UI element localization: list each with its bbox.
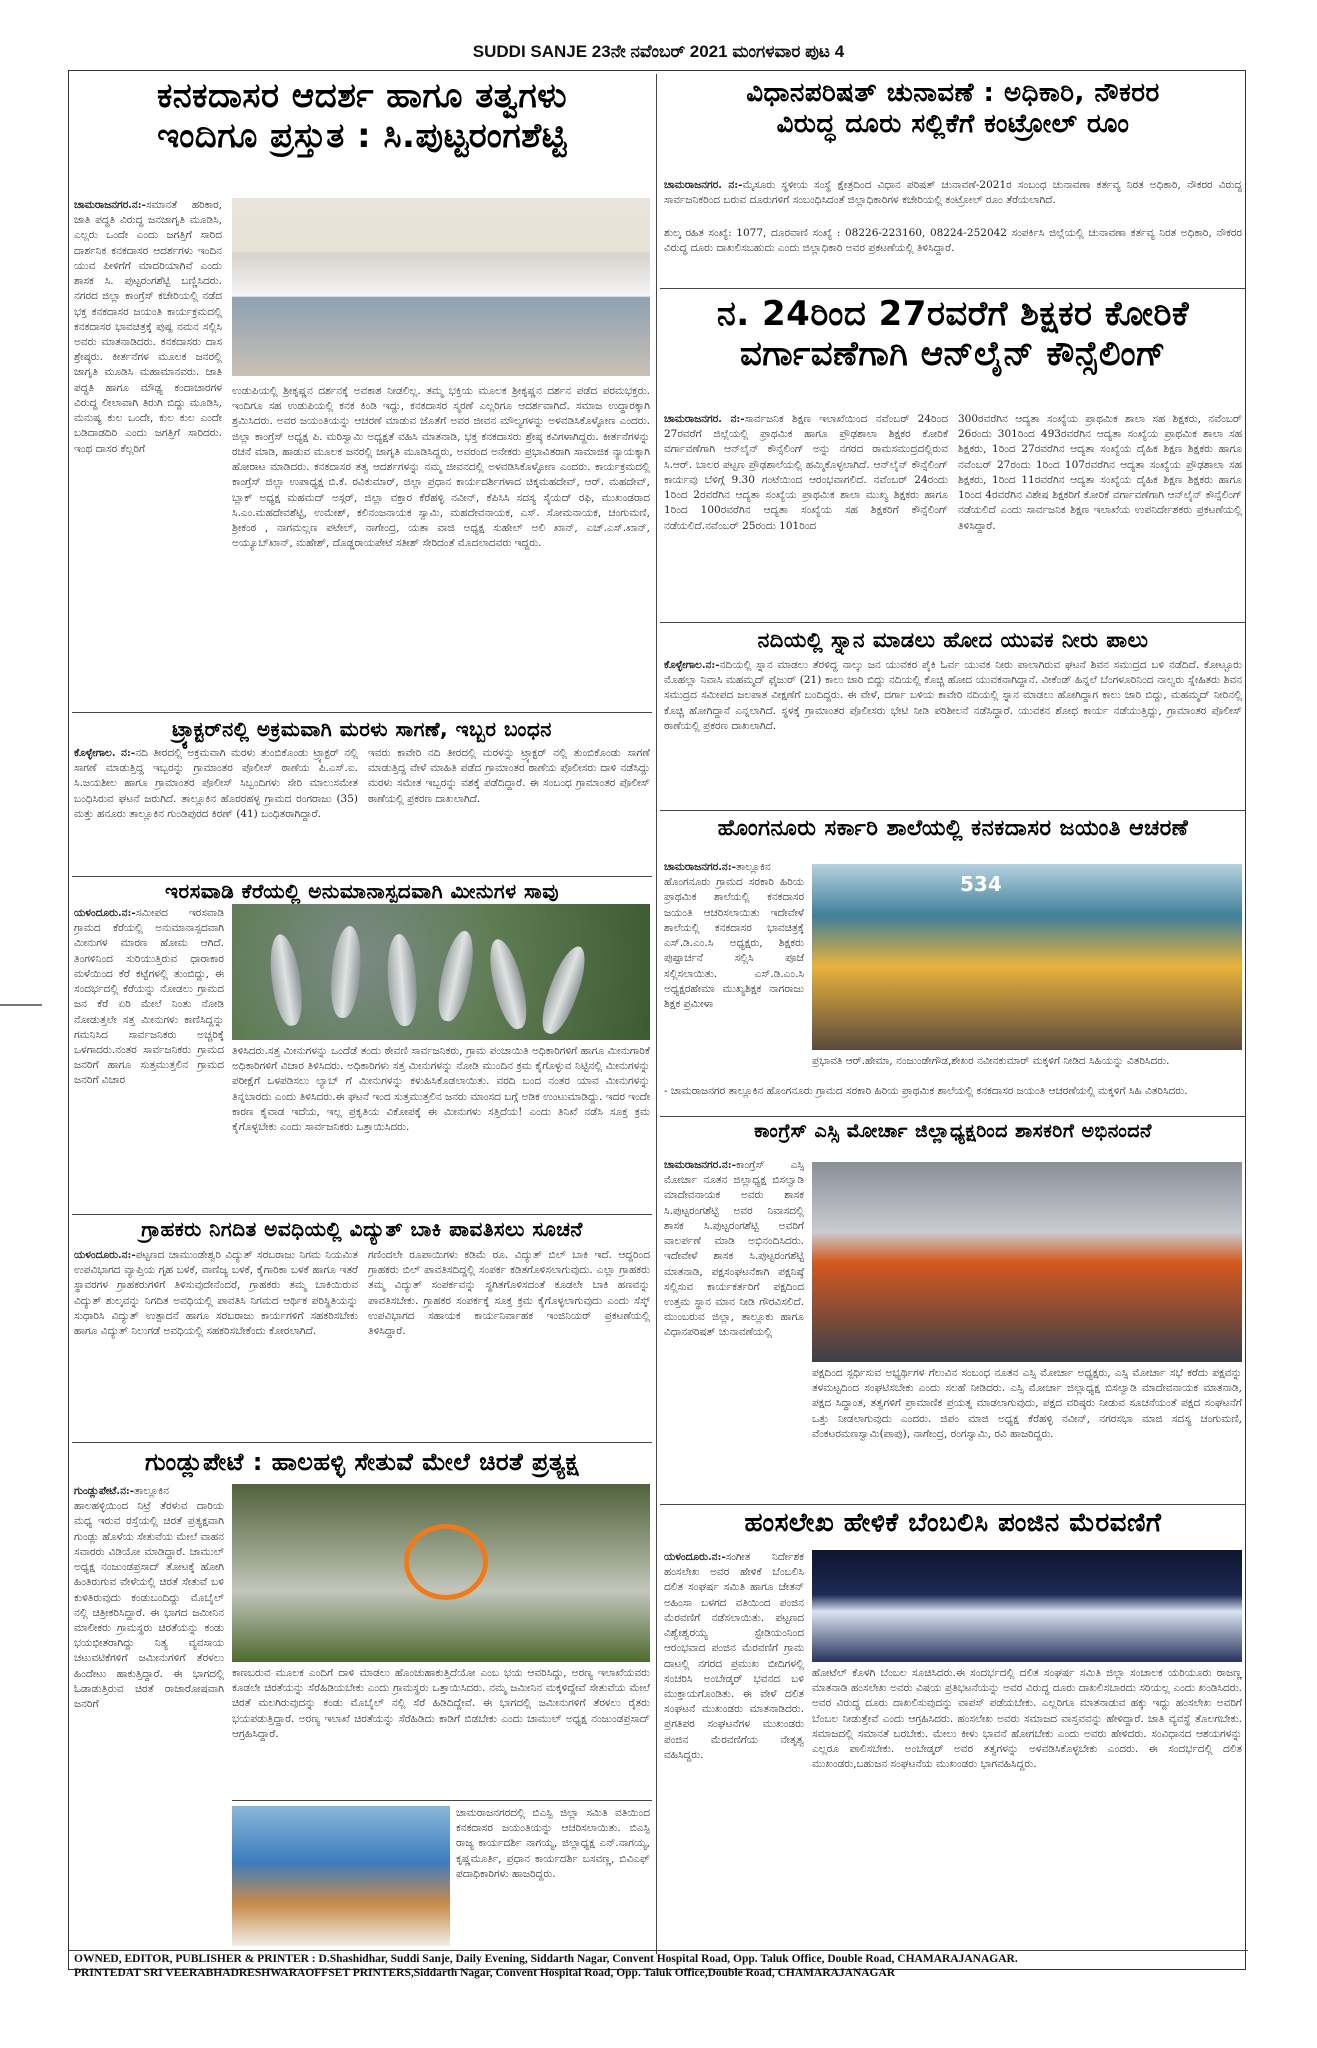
felicitation-photo <box>812 1162 1242 1362</box>
article9-headline: ಗ್ರಾಹಕರು ನಿಗದಿತ ಅವಧಿಯಲ್ಲಿ ವಿದ್ಯುತ್ ಬಾಕಿ ಪಾವತಿಸಲು ಸೂಚನೆ <box>141 1217 583 1241</box>
article12-body: ಚಾಮರಾಜನಗರದಲ್ಲಿ ಬಿಎಸ್ಪಿ ಜಿಲ್ಲಾ ಸಮಿತಿ ವತಿಯಿಂದ ಕನಕದಾಸರ ಜಯಂತಿಯನ್ನು ಆಚರಿಸಲಾಯಿತು. ಬಿಎಸ್ಪಿ ರಾಜ್ಯ ಕಾರ್ಯದರ್ಶಿ ನಾಗಯ್ಯ, ಜಿಲ್ಲಾಧ್ಯಕ್ಷ ಎನ್.ನಾಗಯ್ಯ, ಕೃಷ್ಣಮೂರ್ತಿ, ಪ್ರಧಾನ ಕಾರ್ಯದರ್ಶಿ ಬಸವಣ್ಣ, ಬಿವಿಎಫ್ ಪದಾಧಿಕಾರಿಗಳು ಹಾಜರಿದ್ದರು. <box>456 1807 650 1880</box>
article3-body-col1: ಚಾಮರಾಜನಗರ. ನ:-ಸಾರ್ವಜನಿಕ ಶಿಕ್ಷಣ ಇಲಾಖೆಯಿಂದ ನವೆಂಬರ್ 24ರಿಂದ 27ರವರೆಗೆ ಜಿಲ್ಲೆಯಲ್ಲಿ ಪ್ರಾಥಮಿಕ ಹಾಗೂ ಪ್ರೌಢಶಾಲಾ ಶಿಕ್ಷಕರ ಕೋರಿಕೆ ವರ್ಗಾವಣೆಗಾಗಿ ಆನ್‌ಲೈನ್ ಕೌನ್ಸೆಲಿಂಗ್ ಅನ್ನು ನಗರದ ರಾಮಸಮುದ್ರದಲ್ಲಿರುವ ಸಿ.ಆರ್. ಬಾಲರ ಪಟ್ಟಣ ಪ್ರೌಢಶಾಲೆಯಲ್ಲಿ ಹಮ್ಮಿಕೊಳ್ಳಲಾಗಿದೆ. ಆನ್‌ಲೈನ್ ಕೌನ್ಸೆಲಿಂಗ್ ಕಾರ್ಯವು ಬೆಳಿಗ್ಗೆ 9.30 ಗಂಟೆಯಿಂದ ಆರಂಭವಾಗಲಿದೆ. ನವೆಂಬರ್ 24ರಂದು 1ರಿಂದ 2ರವರೆಗಿನ ಆದ್ಯತಾ ಸಂಖ್ಯೆಯ ಪ್ರಾಥಮಿಕ ಶಾಲಾ ಮುಖ್ಯ ಶಿಕ್ಷಕರು ಹಾಗೂ 1ರಿಂದ 100ರವರೆಗಿನ ಆದ್ಯತಾ ಸಂಖ್ಯೆಯ ಸಹ ಶಿಕ್ಷಕರಿಗೆ ಕೌನ್ಸೆಲಿಂಗ್ ನಡೆಯಲಿದೆ.ನವೆಂಬರ್ 25ರಂದು 101ರಿಂದ <box>664 413 948 532</box>
article2-body: ಚಾಮರಾಜನಗರ. ನ:-ಮೈಸೂರು ಸ್ಥಳೀಯ ಸಂಸ್ಥೆ ಕ್ಷೇತ್ರದಿಂದ ವಿಧಾನ ಪರಿಷತ್ ಚುನಾವಣೆ-2021ರ ಸಂಬಂಧ ಚುನಾವಣಾ ಕರ್ತವ್ಯ ನಿರತ ಅಧಿಕಾರಿ, ನೌಕರರ ವಿರುದ್ಧ ಸಾರ್ವಜನಿಕರಿಂದ ಬರುವ ದೂರುಗಳಿಗೆ ಸಂಬಂಧಿಸಿದಂತೆ ಜಿಲ್ಲಾಧಿಕಾರಿಗಳ ಕಚೇರಿಯಲ್ಲಿ ಕಂಟ್ರೋಲ್ ರೂಂ ತೆರೆಯಲಾಗಿದೆ. <box>664 179 1242 207</box>
article2-headline: ವಿಧಾನಪರಿಷತ್ ಚುನಾವಣೆ : ಅಧಿಕಾರಿ, ನೌಕರರ ವಿರುದ್ಧ ದೂರು ಸಲ್ಲಿಕೆಗೆ ಕಂಟ್ರೋಲ್ ರೂಂ <box>746 78 1160 139</box>
article6-body-col1: ಯಳಂದೂರು.ನ:-ಸಮೀಪದ ಇರಸವಾಡಿ ಗ್ರಾಮದ ಕೆರೆಯಲ್ಲಿ ಅನುಮಾನಾಸ್ಪದವಾಗಿ ಮೀನುಗಳ ಮಾರಣ ಹೋಮ ಆಗಿದೆ. ತಿಂಗಳಿನಿಂದ ಸುರಿಯುತ್ತಿರುವ ಧಾರಾಕಾರ ಮಳೆಯಿಂದ ಕೆರೆ ಕಟ್ಟೆಗಳಲ್ಲಿ ತುಂಬಿದ್ದು, ಈ ಸಂದರ್ಭದಲ್ಲಿ ಕೆರೆಯನ್ನು ನೋಡಲು ಗ್ರಾಮದ ಜನ ಕೆರೆ ಏರಿ ಮೇಲೆ ನಿಂತು ನೋಡಿ ನೋಡುತ್ತಲೇ ಸತ್ತ ಮೀನುಗಳು ಕಾಣಿಸಿದ್ದನ್ನು ಗಮನಿಸಿದ ಸಾರ್ವಜನಿಕರು ಅಚ್ಚರಿಕ್ಕೆ ಒಳಗಾದರು.ನಂತರ ಸಾರ್ವಜನಿಕರು ಗ್ರಾಮದ ಜನರಿಗೆ ಹಾಗೂ ಸುತ್ತಮುತ್ತಲಿನ ಗ್ರಾಮದ ಜನರಿಗೆ ವಿಚಾರ <box>74 907 224 1087</box>
article1-body-col1: ಚಾಮರಾಜನಗರ.ನ:-ಸಮಾನತೆ ಹರಿಕಾರ, ಜಾತಿ ಪದ್ಧತಿ ವಿರುದ್ಧ ಜನಜಾಗೃತಿ ಮೂಡಿಸಿ, ಎಲ್ಲರು ಒಂದೇ ಎಂದು ಜಗತ್ತಿಗೆ ಸಾರಿದ ದಾರ್ಶನಿಕ ಕನಕದಾಸರ ಆದರ್ಶಗಳು ಇಂದಿನ ಯುವ ಪೀಳಿಗೆಗೆ ಮಾದರಿಯಾಗಿವೆ ಎಂದು ಶಾಸಕ ಸಿ. ಪುಟ್ಟರಂಗಶೆಟ್ಟಿ ಬಣ್ಣಿಸಿದರು. ನಗರದ ಜಿಲ್ಲಾ ಕಾಂಗ್ರೆಸ್ ಕಚೇರಿಯಲ್ಲಿ ನಡೆದ ಭಕ್ತ ಕನಕದಾಸರ ಜಯಂತಿ ಕಾರ್ಯಕ್ರಮದಲ್ಲಿ ಕನಕದಾಸರ ಭಾವಚಿತ್ರಕ್ಕೆ ಪುಷ್ಪ ನಮನ ಸಲ್ಲಿಸಿ ಅವರು ಮಾತನಾಡಿದರು. ಕನಕದಾಸರು ದಾಸ ಶ್ರೇಷ್ಠರು. ಕೀರ್ತನೆಗಳ ಮೂಲಕ ಜನರಲ್ಲಿ ಜಾಗೃತಿ ಮೂಡಿಸಿ ಮಹಾಮಾನವರು. ಜಾತಿ ಪದ್ಧತಿ ಹಾಗೂ ಮೌಢ್ಯ ಕಂದಾಚಾರಗಳ ವಿರುದ್ಧ ಲೀಲಾವಾಗಿ ತಿರುಗಿ ಬಿದ್ದು ಮೂಡಿಸಿ, ಮನುಷ್ಯ ಕುಲ ಒಂದೇ, ಕುಲ ಕುಲ ಎಂದೇ ಬಡಿದಾಡದಿರಿ ಎಂದು ಜಗತ್ತಿಗೆ ಸಾರಿದರು. ಇಂಥ ದಾಸರ ಕೆಲ್ಲರಿಗೆ <box>74 199 222 455</box>
divider <box>72 876 652 877</box>
margin-rule <box>0 1004 42 1006</box>
article9-body-col1: ಯಳಂದೂರು.ನ:-ಪಟ್ಟಣದ ಚಾಮುಂಡೇಶ್ವರಿ ವಿದ್ಯುತ್ ಸರಬರಾಜು ನಿಗಮ ನಿಯಮಿತ ಉಪವಿಭಾಗದ ವ್ಯಾಪ್ತಿಯ ಗೃಹ ಬಳಕೆ, ವಾಣಿಜ್ಯ ಬಳಕೆ, ಕೈಗಾರಿಕಾ ಬಳಕೆ ಹಾಗೂ ಇತರೆ ಸ್ಥಾವರಗಳ ಗ್ರಾಹಕರುಗಳಿಗೆ ತಿಳಿಸುವುದೇನೆಂದರೆ, ಗ್ರಾಹಕರು ತಮ್ಮ ಬಾಕಿಯಿರುವ ವಿದ್ಯುತ್ ಶುಲ್ಕವನ್ನು ನಿಗದಿತ ಅವಧಿಯಲ್ಲಿ ಪಾವತಿಸಿ ನಿಗಮದ ಆರ್ಥಿಕ ಪರಿಸ್ಥಿತಿಯನ್ನು ಸುಧಾರಿಸಿ ವಿದ್ಯುತ್ ಉತ್ಪಾದನೆ ಹಾಗೂ ಸರಬರಾಜು ಕಾರ್ಯಗಳಿಗೆ ಸಹಕರಿಸಬೇಕು ಹಾಗೂ ವಿದ್ಯುತ್ ನಿಲುಗಡೆ ಅವಧಿಯಲ್ಲಿ ಸಹಕರಿಸಬೇಕೆಂದು ಕೋರಲಾಗಿದೆ. <box>74 1249 358 1338</box>
article9-body-col2: ಗಣಿಂದಲೇ ರೂಪಾಯಿಗಳು ಕಡಿಮೆ ರೂ. ವಿದ್ಯುತ್ ಬಿಲ್ ಬಾಕಿ ಇದೆ. ಆದ್ದರಿಂದ ಗ್ರಾಹಕರು ಬಿಲ್ ಪಾವತಿಸದಿದ್ದಲ್ಲಿ ಸಂಪರ್ಕ ಕಡಿತಗೊಳಿಸಲಾಗುವುದು. ಎಲ್ಲಾ ಗ್ರಾಹಕರು ತಮ್ಮ ವಿದ್ಯುತ್ ಸಂಪರ್ಕವನ್ನು ಸ್ಥಗಿತಗೊಳಿಸದಂತೆ ಕೂಡಲೇ ಬಾಕಿ ಹಣವನ್ನು ಪಾವತಿಸಬೇಕು. ಗ್ರಾಹಕರ ಸಂಪರ್ಕಕ್ಕೆ ಸೂಕ್ತ ಕ್ರಮ ಕೈಗೊಳ್ಳಲಾಗುವುದು ಎಂದು ಸೆಸ್ಕ್ ಉಪವಿಭಾಗದ ಸಹಾಯಕ ಕಾರ್ಯನಿರ್ವಾಹಕ ಇಂಜಿನಿಯರ್ ಪ್ರಕಟಣೆಯಲ್ಲಿ ತಿಳಿಸಿದ್ದಾರೆ. <box>368 1249 650 1338</box>
divider <box>660 288 1246 289</box>
article4-headline: ಟ್ರ್ಯಾಕ್ಟರ್‌ನಲ್ಲಿ ಅಕ್ರಮವಾಗಿ ಮರಳು ಸಾಗಣೆ, ಇಬ್ಬರ ಬಂಧನ <box>172 717 552 741</box>
highlight-circle <box>404 1524 488 1600</box>
article7-caption: ಪ್ರಭಾವತಿ ಆರ್.ಹೇಮಾ, ನಂಜುಂಡೇಗೌಡ,ಶೇಖರ ನವೀನಕುಮಾರ್ ಮಕ್ಕಳಿಗೆ ನೀಡಿದ ಸಿಹಿಯನ್ನು ವಿತರಿಸಿದರು. <box>812 1055 1170 1067</box>
bsp-event-photo <box>232 1806 450 1946</box>
article11-body-col1: ಯಳಂದೂರು.ನ:-ಸಂಗೀತ ನಿರ್ದೇಶಕ ಹಂಸಲೇಖ ಅವರ ಹೇಳಿಕೆ ಬೆಂಬಲಿಸಿ ದಲಿತ ಸಂಘರ್ಷ ಸಮಿತಿ ಹಾಗೂ ಚೇತನ್ ಅಹಿಂಸಾ ಬಳಗದ ವತಿಯಿಂದ ಪಂಜಿನ ಮೆರವಣಿಗೆ ನಡೆಸಲಾಯಿತು. ಪಟ್ಟಣದ ವಿಶ್ವೇಶ್ವರಯ್ಯ ಸ್ಟೇಡಿಯಂನಿಂದ ಆರಂಭವಾದ ಪಂಜಿನ ಮೆರವಣಿಗೆ ಗ್ರಾಮ ದಾಟಲ್ಲಿ ನಗರದ ಪ್ರಮುಖ ಬೀದಿಗಳಲ್ಲಿ ಸಂಚರಿಸಿ ಅಂಬೇಡ್ಕರ್ ಭವನದ ಬಳಿ ಮುಕ್ತಾಯಗೊಂಡಿತು. ಈ ವೇಳೆ ದಲಿತ ಸಂಘಟನೆ ಮುಖಂಡರು ಮಾತನಾಡಿದರು. ಪ್ರಗತಿಪರ ಸಂಘಟನೆಗಳ ಮುಖಂಡರು ಪಂಜಿನ ಮೆರವಣಿಗೆಯ ನೇತೃತ್ವ ವಹಿಸಿದ್ದರು. <box>664 1551 804 1761</box>
article7-body-col1: ಚಾಮರಾಜನಗರ.ನ:-ತಾಲ್ಲೂಕಿನ ಹೊಂಗನೂರು ಗ್ರಾಮದ ಸರಕಾರಿ ಹಿರಿಯ ಪ್ರಾಥಮಿಕ ಶಾಲೆಯಲ್ಲಿ ಕನಕದಾಸರ ಜಯಂತಿ ಆಚರಿಸಲಾಯಿತು ಇದೇವೇಳೆ ಶಾಲೆಯಲ್ಲಿ ಕನಕದಾಸರ ಭಾವಚಿತ್ರಕ್ಕೆ ಎಸ್.ಡಿ.ಎಂ.ಸಿ ಅಧ್ಯಕ್ಷರು, ಶಿಕ್ಷಕರು ಪುಷ್ಪಾರ್ಚನೆ ಸಲ್ಲಿಸಿ ಪೂಜೆ ಸಲ್ಲಿಸಲಾಯಿತು. ಎಸ್.ಡಿ.ಎಂ.ಸಿ ಅಧ್ಯಕ್ಷರಹೇಮಾ ಮುಖ್ಯಶಿಕ್ಷಕ ನಾಗರಾಜು ಶಿಕ್ಷಕ ಪ್ರಮೀಳಾ <box>664 861 804 1010</box>
article5-body: ಕೊಳ್ಳೇಗಾಲ.ನ:-ನದಿಯಲ್ಲಿ ಸ್ನಾನ ಮಾಡಲು ತೆರಳಿದ್ದ ನಾಲ್ಕು ಜನ ಯುವಕರ ಪೈಕಿ ಓರ್ವ ಯುವಕ ನೀರು ಪಾಲಾಗಿರುವ ಘಟನೆ ಶಿವನ ಸಮುದ್ರದ ಬಳಿ ನಡೆದಿದೆ. ಕೋಟ್ಟೂರು ಮೊಹಲ್ಲಾ ನಿವಾಸಿ ಮಹಮ್ಮದ್ ಫೈಜುರ್ (21) ಕಾಲು ಜಾರಿ ಬಿದ್ದು ನದಿಯಲ್ಲಿ ಕೊಚ್ಚಿ ಹೋದ ಯುವಕನಾಗಿದ್ದಾನೆ. ವೀಕೆಂಡ್ ಹಿನ್ನಲೆ ಬೆಂಗಳೂರಿನಿಂದ ನಾಲ್ವರು ಸ್ನೇಹಿತರು ಶಿವನ ಸಮುದ್ರದ ಸಮೀಪದ ಜಲಪಾತ ವೀಕ್ಷಣೆಗೆ ಬಂದಿದ್ದರು. ಈ ವೇಳೆ, ದರ್ಗಾ ಬಳಿಯ ಕಾವೇರಿ ನದಿಯಲ್ಲಿ ಸ್ನಾನ ಮಾಡಲು ಹೋಗಿದ್ದಾಗ ಕಾಲು ಜಾರಿ ಬಿದ್ದು, ಮಹಮ್ಮದ್ ನೀರಿನಲ್ಲಿ ಕೊಚ್ಚಿ ಹೋಗಿದ್ದಾನೆ ಎನ್ನಲಾಗಿದೆ. ಸ್ಥಳಕ್ಕೆ ಗ್ರಾಮಾಂತರ ಪೊಲೀಸರು ಭೇಟಿ ನೀಡಿ ಪರಿಶೀಲನೆ ನಡೆಸಿದ್ದಾರೆ. ಯುವಕನ ಶೋಧ ಕಾರ್ಯ ನಡೆಯುತ್ತಿದ್ದು, ಗ್ರಾಮಾಂತರ ಪೊಲೀಸ್ ಠಾಣೆಯಲ್ಲಿ ಪ್ರಕರಣ ದಾಖಲಾಗಿದೆ. <box>664 659 1242 732</box>
article2-body-2: ಶುಲ್ಕ ರಹಿತ ಸಂಖ್ಯೆ: 1077, ದೂರವಾಣಿ ಸಂಖ್ಯೆ : 08226-223160, 08224-252042 ಸಂಪರ್ಕಿಸಿ ಜಿಲ್ಲೆಯಲ್ಲಿ ಚುನಾವಣಾ ಕರ್ತವ್ಯ ನಿರತ ಅಧಿಕಾರಿ, ನೌಕರರ ವಿರುದ್ಧ ದೂರು ದಾಖಲಿಸಬಹುದು ಎಂದು ಜಿಲ್ಲಾಧಿಕಾರಿ ಅವರ ಪ್ರಕಟಣೆಯಲ್ಲಿ ತಿಳಿಸಿದ್ದಾರೆ. <box>664 227 1242 255</box>
article6-headline: ಇರಸವಾಡಿ ಕೆರೆಯಲ್ಲಿ ಅನುಮಾನಾಸ್ಪದವಾಗಿ ಮೀನುಗಳ ಸಾವು <box>165 879 559 903</box>
footer-imprint: OWNED, EDITOR, PUBLISHER & PRINTER : D.Shashidhar, Suddi Sanje, Daily Evening, Siddarth Nagar, Convent Hospital Road, Opp. Taluk Office, Double Road, CHAMARAJANAGAR. PRINTEDAT SRI VEERABHADRESHWARAOFFSET PRINTERS,Siddarth Nagar, Convent Hospital Road, Opp. Taluk Office,Double Road, CHAMARAJANAGAR <box>74 1953 1018 1980</box>
article7-tail: - ಚಾಮರಾಜನಗರ ತಾಲ್ಲೂಕಿನ ಹೊಂಗನೂರು ಗ್ರಾಮದ ಸರಕಾರಿ ಹಿರಿಯ ಪ್ರಾಥಮಿಕ ಶಾಲೆಯಲ್ಲಿ ಕನಕದಾಸರ ಜಯಂತಿ ಆಚರಣೆಯಲ್ಲಿ ಮಕ್ಕಳಿಗೆ ಸಿಹಿ ವಿತರಿಸಿದರು. <box>664 1085 1188 1097</box>
article11-headline: ಹಂಸಲೇಖ ಹೇಳಿಕೆ ಬೆಂಬಲಿಸಿ ಪಂಜಿನ ಮೆರವಣಿಗೆ <box>744 1508 1162 1538</box>
divider <box>72 1214 652 1215</box>
column-divider <box>656 74 657 1954</box>
article6-body-col2: ತಿಳಿಸಿದರು.ಸತ್ತ ಮೀನುಗಳನ್ನು ಒಂದೆಡೆ ತಂದು ಠೇವಣಿ ಸಾರ್ವಜನಿಕರು, ಗ್ರಾಮ ಪಂಚಾಯಿತಿ ಅಧಿಕಾರಿಗಳಿಗೆ ಹಾಗೂ ಮೀನುಗಾರಿಕೆ ಅಧಿಕಾರಿಗಳಿಗೆ ವಿಚಾರ ತಿಳಿಸಿದರು. ಅಧಿಕಾರಿಗಳು ಸತ್ತ ಮೀನುಗಳನ್ನು ನೋಡಿ ಮುಂದಿನ ಕ್ರಮ ಕೈಗೊಳ್ಳುವ ನಿಟ್ಟಿನಲ್ಲಿ ಮೀನುಗಳನ್ನು ಪರೀಕ್ಷೆಗೆ ಒಳಪಡಿಸಲು ಲ್ಯಾಬ್ ಗೆ ಮೀನುಗಳನ್ನು ಕಳುಹಿಸಿಕೊಡಲಾಯಿತು. ವರದಿ ಬಂದ ನಂತರ ಯಾವ ಮೀನುಗಳನ್ನು ತಿನ್ನಬಾರದು ಎಂದು ತಿಳಿಸಿದರು.ಈ ಘಟನೆ ಇಂದ ಸುತ್ತಮುತ್ತಲಿನ ಜನರು ಮಾಂಸದ ಬಗ್ಗೆ ಅಡಿಕ ಉಂಟುಮಾಡಿದ್ದು. ಇದರ ಇಂದೇ ಕಾರಣ ಕೈವಾಡ ಇದೆಯ, ಇಲ್ಲ ಪ್ರಕೃತಿಯ ವಿಕೋಪಕ್ಕೆ ಈ ಮೀನುಗಳು ಸತ್ತಿದೆಯ! ಎಂದು ತಿನಿಖೆ ನಡೆಸಿ ಸೂಕ್ತ ಕ್ರಮ ಕೈಗೊಳ್ಳಬೇಕು ಎಂದು ಸಾರ್ವಜನಿಕರು ಒತ್ತಾಯಿಸಿದರು. <box>232 1045 650 1134</box>
article8-body-col2: ಪಕ್ಷದಿಂದ ಸ್ಪರ್ಧಿಸುವ ಅಭ್ಯರ್ಥಿಗಳ ಗೆಲುವಿನ ಸಂಬಂಧ ನೂತನ ಎಸ್ಸಿ ಮೋರ್ಚಾ ಅಧ್ಯಕ್ಷರು, ಎಸ್ಸಿ ಮೋರ್ಚಾ ಸಭೆ ಕರೆದು ಪಕ್ಷವನ್ನು ತಳಮಟ್ಟದಿಂದ ಸಂಘಟಿಸಬೇಕು ಎಂದು ಸಲಹೆ ನೀಡಿದರು. ಎಸ್ಸಿ ಮೋರ್ಚಾ ಜಿಲ್ಲಾಧ್ಯಕ್ಷ ಬಿಸಲ್ವಾಡಿ ಮಾದೇವನಾಯಕ ಮಾತನಾಡಿ, ಪಕ್ಷದ ಸಿದ್ಧಾಂತ, ತತ್ವಗಳಿಗೆ ಪ್ರಾಮಾಣಿಕ ಪ್ರಯತ್ನ ಮಾಡಲಾಗುವುದು, ಪಕ್ಷದ ವರಿಷ್ಠರು ನೀಡುವ ಸೂಚನೆಯಂತೆ ಪಕ್ಷದ ಸಂಘಟನೆಗೆ ಒತ್ತು ನೀಡಲಾಗುವುದು ಎಂದರು. ಜಿಪಂ ಮಾಜಿ ಅಧ್ಯಕ್ಷ ಕೆರೆಹಳ್ಳಿ ನವೀನ್, ನಗರಸಭಾ ಮಾಜಿ ಸದಸ್ಯ ಚಂಗುಮಣಿ, ವೆಂಕಟರಮಣಸ್ವಾಮಿ(ಪಾಪು), ನಾಗೇಂದ್ರ, ರಂಗಸ್ವಾಮಿ, ರವಿ ಹಾಜರಿದ್ದರು. <box>812 1367 1242 1440</box>
article1-body-col2: ಉಡುಪಿಯಲ್ಲಿ ಶ್ರೀಕೃಷ್ಣನ ದರ್ಶನಕ್ಕೆ ಅವಕಾಶ ನೀಡಲಿಲ್ಲ. ತಮ್ಮ ಭಕ್ತಿಯ ಮೂಲಕ ಶ್ರೀಕೃಷ್ಣನ ದರ್ಶನ ಪಡೆದ ಪರಮಭಕ್ತರು. ಇಂದಿಗೂ ಸಹ ಉಡುಪಿಯಲ್ಲಿ ಕನಕ ಕಿಂಡಿ ಇದ್ದು, ಕನಕದಾಸರ ಸ್ಮರಣೆ ಎಲ್ಲರಿಗೂ ಆದರ್ಶವಾಗಿದೆ. ಸಮಾಜ ಉದ್ಧಾರಕ್ಕಾಗಿ ಶ್ರಮಿಸಿದರು. ಅವರ ಜಯಂತಿಯನ್ನು ಆಚರಣೆ ಮಾಡುವ ಜೊತೆಗೆ ಅವರ ಜೀವನ ಮೌಲ್ಯಗಳನ್ನು ಅಳವಡಿಸಿಕೊಳ್ಳೋಣ ಎಂದರು. ಜಿಲ್ಲಾ ಕಾಂಗ್ರೆಸ್ ಅಧ್ಯಕ್ಷ ಪಿ. ಮರಿಸ್ವಾಮಿ ಅಧ್ಯಕ್ಷತೆ ವಹಿಸಿ ಮಾತನಾಡಿ, ಭಕ್ತ ಕನಕದಾಸರು ಶ್ರೇಷ್ಠ ಕವಿಗಳಾಗಿದ್ದರು. ಕೀರ್ತನೆಗಳನ್ನು ರಚನೆ ಮಾಡಿ, ಹಾಡುವ ಮೂಲಕ ಜನರಲ್ಲಿ ಜಾಗೃತಿ ಮೂಡಿಸಿದ್ದರು, ಅವರಂದ ಅನೇಕರು ಪ್ರಭಾವಿತರಾಗಿ ಸಾಮಾಜಿಕ ನ್ಯಾಯಕ್ಕಾಗಿ ಹೋರಾಟ ಮಾಡಿದರು. ಕನಕದಾಸರ ತತ್ವ ಆದರ್ಶಗಳನ್ನು ನಮ್ಮ ಜೀವನದಲ್ಲಿ ಅಳವಡಿಸಿಕೊಳ್ಳೋಣ ಎಂದರು. ಕಾರ್ಯಕ್ರಮದಲ್ಲಿ ಕಾಂಗ್ರೆಸ್ ಜಿಲ್ಲಾ ಉಪಾಧ್ಯಕ್ಷ ಬಿ.ಕೆ. ರವಿಕುಮಾರ್, ಜಿಲ್ಲಾ ಪ್ರಧಾನ ಕಾರ್ಯದರ್ಶಿಗಳಾದ ಚಿಕ್ಕಮಹದೇವ್, ಆರ್. ಮಹದೇವ್, ಬ್ಲಾಕ್ ಅಧ್ಯಕ್ಷ ಮಹಮದ್ ಅಸ್ಗರ್, ಜಿಲ್ಲಾ ವಕ್ತಾರ ಕೆರೆಹಳ್ಳಿ ನವೀನ್, ಕೆಪಿಸಿಸಿ ಸದಸ್ಯ ಸೈಯದ್ ರಫಿ, ಮುಖಂಡರಾದ ಸಿ.ಎಂ.ಮಹದೇವಶೆಟ್ಟಿ, ಉಮೇಶ್, ಕಲಿನಂಜನಾಯಕ ಸ್ವಾಮಿ, ಮಹದೇವನಾಯಕ, ಎಸ್. ಸೋಮನಾಯಕ, ಚಂಗುಮಣಿ, ಶ್ರೀಕಂಠ , ನಾಗಮಲ್ಲಣ ಪಟೇಲ್, ನಾಗೇಂದ್ರ, ಯತಾ ವಾಜಿ ಅಧ್ಯಕ್ಷ ಸುಹೇಲ್ ಅಲಿ ಖಾನ್, ಎಚ್.ಎಸ್.ಖಾನ್, ಅಯ್ಯೂಬ್‌ಖಾನ್, ಮಹೇಶ್, ದೊಡ್ಡರಾಯಪೇಟೆ ಸತೀಶ್ ಸೇರಿದಂತೆ ಮೊದಲಾದವರು ಇದ್ದರು. <box>232 385 650 550</box>
divider <box>232 1800 652 1801</box>
article1-photo <box>232 198 650 376</box>
article4-body-col2: ಇವರು ಕಾವೇರಿ ನದಿ ತೀರದಲ್ಲಿ ಮರಳನ್ನು ಟ್ರ್ಯಾಕ್ಟರ್ ನಲ್ಲಿ ತುಂಬಿಕೊಂಡು ಸಾಗಣೆ ಮಾಡುತ್ತಿದ್ದ ವೇಳೆ ಮಾಹಿತಿ ಪಡೆದ ಗ್ರಾಮಾಂತರ ಠಾಣೆಯ ಪೊಲೀಸರು ದಾಳಿ ನಡೆಸಿದ್ದು ಮರಳು ಸಮೇತ ಇಬ್ಬರನ್ನು ವಶಕ್ಕೆ ಪಡೆದಿದ್ದಾರೆ. ಈ ಸಂಬಂಧ ಗ್ರಾಮಾಂತರ ಪೊಲೀಸ್ ಠಾಣೆಯಲ್ಲಿ ಪ್ರಕರಣ ದಾಖಲಾಗಿದೆ. <box>368 747 650 805</box>
article10-body-col1: ಗುಂಡ್ಲುಪೇಟೆ.ನ:-ತಾಲ್ಲೂಕಿನ ಹಾಲಹಳ್ಳಿಯಿಂದ ನಿಟ್ರೆ ತೆರಳುವ ದಾರಿಯ ಮಧ್ಯ ಇರುವ ರಸ್ತೆಯಲ್ಲಿ ಚಿರತೆ ಪ್ರತ್ಯಕ್ಷವಾಗಿ ಗುಂಡ್ಲು ಹೊಳೆಯ ಸೇತುವೆಯ ಮೇಲೆ ವಾಹನ ಸವಾರರು ವಿಡಿಯೋ ಮಾಡಿದ್ದಾರೆ. ಚಾಮುಲ್ ಅಧ್ಯಕ್ಷ ನಂಜುಂಡಪ್ರಸಾದ್ ತೋಟಕ್ಕೆ ಹೋಗಿ ಹಿಂತಿರುಗುವ ವೇಳೆಯಲ್ಲಿ ಚಿರತೆ ಸೇತುವೆ ಬಳಿ ಕುಳಿತಿರುವುದು ಕಂಡುಬಂದಿದ್ದು ಮೊಬೈಲ್ ನಲ್ಲಿ ಚಿತ್ರೀಕರಿಸಿದ್ದಾರೆ. ಈ ಭಾಗದ ಜಮೀನಿನ ಮಾಲೀಕರು ಗ್ರಾಮಸ್ಥರು ಚಿರತೆಯನ್ನು ಕಂಡು ಭಯಭೀತರಾಗಿದ್ದು ನಿತ್ಯ ವ್ಯವಸಾಯ ಚಟುವಟಿಕೆಗಳಿಗೆ ಜಮೀನುಗಳಿಗೆ ತೆರಳಲು ಹಿಂದೇಟು ಹಾಕುತ್ತಿದ್ದಾರೆ. ಈ ಭಾಗದಲ್ಲಿ ಓಡಾಡುತ್ತಿರುವ ಚಿರತೆ ರಾಜಾರೋಷವಾಗಿ ಜನರಿಗೆ <box>74 1485 224 1711</box>
article1-headline: ಕನಕದಾಸರ ಆದರ್ಶ ಹಾಗೂ ತತ್ವಗಳು ಇಂದಿಗೂ ಪ್ರಸ್ತುತ : ಸಿ.ಪುಟ್ಟರಂಗಶೆಟ್ಟಿ <box>156 76 568 157</box>
article10-body-col2: ಕಾಣಬರುವ ಮೂಲಕ ಎಂದಿಗೆ ದಾಳಿ ಮಾಡಲು ಹೊಂಚುಹಾಕುತ್ತಿದೆಯೋ ಎಂಬ ಭಯ ಆವರಿಸಿದ್ದು, ಅರಣ್ಯ ಇಲಾಖೆಯವರು ಕೂಡಲೇ ಚಿರತೆಯನ್ನು ಸೆರೆಹಿಡಿಯಬೇಕು ಎಂದು ಗ್ರಾಮಸ್ಥರು ಒತ್ತಾಯಿಸಿದರು. ನಮ್ಮ ಜಮೀನಿನ ಮಕ್ಕಳಿದ್ದೇವೆ ಸೇತುವೆಯ ಮೇಲೆ ಚಿರತೆ ಮಲಗಿರುವುದನ್ನು ಕಂಡು ಮೊಬೈಲ್ ನಲ್ಲಿ ಸೆರೆ ಹಿಡಿದಿದ್ದೇವೆ. ಈ ಭಾಗದಲ್ಲಿ ಜಮೀನುಗಳಿಗೆ ತೆರಳಲು ರೈತರು ಭಯಪಡುತ್ತಿದ್ದಾರೆ. ಅರಣ್ಯ ಇಲಾಖೆ ಚಿರತೆಯನ್ನು ಸೆರೆಹಿಡಿದು ಕಾಡಿಗೆ ಬಿಡಬೇಕು ಎಂದು ಚಾಮುಲ್ ಅಧ್ಯಕ್ಷ ನಂಜುಂಡಪ್ರಸಾದ್ ಆಗ್ರಹಿಸಿದ್ದಾರೆ. <box>232 1667 650 1740</box>
article8-body-col1: ಚಾಮರಾಜನಗರ.ನ:-ಕಾಂಗ್ರೆಸ್ ಎಸ್ಸಿ ಮೋರ್ಚಾ ನೂತನ ಜಿಲ್ಲಾಧ್ಯಕ್ಷ ಬಿಸಲ್ವಾಡಿ ಮಾದೇವನಾಯಕ ಅವರು ಶಾಸಕ ಸಿ.ಪುಟ್ಟರಂಗಶೆಟ್ಟಿ ಅವರ ನಿವಾಸದಲ್ಲಿ ಶಾಸಕ ಸಿ.ಪುಟ್ಟರಂಗಶೆಟ್ಟಿ ಅವರಿಗೆ ವಾಲರ್ಪಣೆ ಮಾಡಿ ಅಭಿನಂದಿಸಿದರು. ಇದೇವೇಳೆ ಶಾಸಕ ಸಿ.ಪುಟ್ಟರಂಗಶೆಟ್ಟಿ ಮಾತನಾಡಿ, ಪಕ್ಷಸಂಘಟನೆಕಾಗಿ ಪಕ್ಷನಿಷ್ಠೆ ಸಲ್ಲಿಸುವ ಕಾರ್ಯಕರ್ತರಿಗೆ ಪಕ್ಷದಿಂದ ಉತ್ತಮ ಸ್ಥಾನ ಮಾನ ನೀಡಿ ಗೌರವಿಸಲಿದೆ. ಮುಂಬರುವ ಜಿಲ್ಲಾ, ತಾಲ್ಲೂಕು ಹಾಗೂ ವಿಧಾನಪರಿಷತ್ ಚುನಾವಣೆಯಲ್ಲಿ <box>664 1159 804 1339</box>
divider <box>72 712 652 713</box>
article11-body-col2: ಹೋಟೆಲ್ ಕೊಳಗಿ ಬೆಂಬಲ ಸೂಚಿಸಿದರು.ಈ ಸಂದರ್ಭದಲ್ಲಿ ದಲಿತ ಸಂಘರ್ಷ ಸಮಿತಿ ಜಿಲ್ಲಾ ಸಂಚಾಲಕ ಯರಿಯೂರು ರಾಜಣ್ಣ ಮಾತನಾಡಿ ಹಂಸಲೇಖ ಅವರು ವಿಷಯ ಪ್ರತಿಭಟನೆಯನ್ನು ಅವರ ವಿರುದ್ಧ ದೂರು ದಾಖಲಿಸಬಾರದು ಸರಿಯಲ್ಲ ಎಂದು ಖಂಡಿಸಿದರು. ಅವರ ವಿರುದ್ಧ ದೂರು ದಾಖಲಿಸುವುದನ್ನು ವಾಪಸ್ ಪಡೆಯಬೇಕು. ಎಲ್ಲರಿಗೂ ಮಾತನಾಡುವ ಹಕ್ಕು ಇದ್ದು ಹಂಸಲೇಖ ಅವರಿಗೆ ಬೆಂಬಲ ನೀಡುತ್ತೇವೆ ಎಂದು ಆಗ್ರಹಿಸಿದರು. ಹಂಸಲೇಖ ಅವರು ಸಮಾಜದ ವಾಸ್ತವವನ್ನು ಹೇಳಿದ್ದಾರೆ. ಜಾತಿ ವ್ಯವಸ್ಥೆ ತೊಲಗಬೇಕು. ಸಮಾಜದಲ್ಲಿ ಸಮಾನತೆ ಬರಬೇಕು. ಮೇಲು ಕೀಳು ಭಾವನೆ ಹೋಗಬೇಕು ಎಂದು ಅವರು ಹೇಳಿದರು. ಸಂವಿಧಾನದ ಆಶಯಗಳನ್ನು ಎಲ್ಲರೂ ಪಾಲಿಸಬೇಕು. ಅಂಬೇಡ್ಕರ್ ಅವರ ತತ್ವಗಳನ್ನು ಅಳವಡಿಸಿಕೊಳ್ಳಬೇಕು ಎಂದರು. ಈ ಸಂದರ್ಭದಲ್ಲಿ ದಲಿತ ಮುಖಂಡರು,ಬಹುಜನ ಸಂಘಟನೆಯ ಮುಖಂಡರು ಭಾಗವಹಿಸಿದ್ದರು. <box>812 1667 1242 1771</box>
leopard-bridge-photo <box>232 1484 650 1662</box>
masthead: SUDDI SANJE 23ನೇ ನವೆಂಬರ್ 2021 ಮಂಗಳವಾರ ಪುಟ 4 <box>472 42 845 61</box>
dead-fish-photo <box>232 904 650 1040</box>
torch-rally-photo <box>812 1550 1242 1662</box>
article5-headline: ನದಿಯಲ್ಲಿ ಸ್ನಾನ ಮಾಡಲು ಹೋದ ಯುವಕ ನೀರು ಪಾಲು <box>757 628 1149 652</box>
divider <box>660 1116 1246 1117</box>
article8-headline: ಕಾಂಗ್ರೆಸ್ ಎಸ್ಸಿ ಮೋರ್ಚಾ ಜಿಲ್ಲಾಧ್ಯಕ್ಷರಿಂದ ಶಾಸಕರಿಗೆ ಅಭಿನಂದನೆ <box>754 1120 1152 1142</box>
divider <box>660 1504 1246 1505</box>
divider <box>660 810 1246 811</box>
school-board-number: 534 <box>960 872 1002 896</box>
article3-body-col2: 300ರವರೆಗಿನ ಆದ್ಯತಾ ಸಂಖ್ಯೆಯ ಪ್ರಾಥಮಿಕ ಶಾಲಾ ಸಹ ಶಿಕ್ಷಕರು, ನವೆಂಬರ್ 26ರಂದು 301ರಿಂದ 493ರವರೆಗಿನ ಆದ್ಯತಾ ಸಂಖ್ಯೆಯ ಪ್ರಾಥಮಿಕ ಶಾಲಾ ಸಹ ಶಿಕ್ಷಕರು, 1ರಿಂದ 27ರವರೆಗಿನ ಆದ್ಯತಾ ಸಂಖ್ಯೆಯ ದೈಹಿಕ ಶಿಕ್ಷಣ ಶಿಕ್ಷಕರು ಹಾಗೂ ನವೆಂಬರ್ 27ರಂದು 1ರಿಂದ 107ರವರೆಗಿನ ಆದ್ಯತಾ ಸಂಖ್ಯೆಯ ಪ್ರೌಢಶಾಲಾ ಸಹ ಶಿಕ್ಷಕರು, 1ರಿಂದ 11ರವರೆಗಿನ ಆದ್ಯತಾ ಸಂಖ್ಯೆಯ ದೈಹಿಕ ಶಿಕ್ಷಣ ಶಿಕ್ಷಕರು ಹಾಗೂ 1ರಿಂದ 4ರವರೆಗಿನ ವಿಶೇಷ ಶಿಕ್ಷಕರಿಗೆ ಕೋರಿಕೆ ವರ್ಗಾವಣೆಗಾಗಿ ಆನ್‌ಲೈನ್ ಕೌನ್ಸೆಲಿಂಗ್ ನಡೆಯಲಿದೆ ಎಂದು ಸಾರ್ವಜನಿಕ ಶಿಕ್ಷಣ ಇಲಾಖೆಯ ಉಪನಿರ್ದೇಶಕರು ಪ್ರಕಟಣೆಯಲ್ಲಿ ತಿಳಿಸಿದ್ದಾರೆ. <box>958 413 1242 532</box>
article4-body-col1: ಕೊಳ್ಳೇಗಾಲ. ನ:-ನದಿ ತೀರದಲ್ಲಿ ಅಕ್ರಮವಾಗಿ ಮರಳು ತುಂಬಿಕೊಂಡು ಟ್ರ್ಯಾಕ್ಟರ್ ನಲ್ಲಿ ಸಾಗಣೆ ಮಾಡುತ್ತಿದ್ದ ಇಬ್ಬರನ್ನು ಗ್ರಾಮಾಂತರ ಪೊಲೀಸ್ ಠಾಣೆಯ ಪಿ.ಎಸ್.ಐ. ಸಿ.ಜಯಶೀಲ ಹಾಗೂ ಗ್ರಾಮಾಂತರ ಪೊಲೀಸ್ ಸಿಬ್ಬಂದಿಗಳು ಸೇರಿ ಮಾಲುಸಮೇತ ಬಂಧಿಸಿರುವ ಘಟನೆ ಜರುಗಿದೆ. ತಾಲ್ಲೂಕಿನ ಹೊರರಹಳ್ಳ ಗ್ರಾಮದ ರಂಗರಾಜು (35) ಮತ್ತು ಹನೂರು ತಾಲ್ಲೂಕಿನ ಗುಂಡಿಪುರದ ಕಿರಣ್ (41) ಬಂಧಿತರಾಗಿದ್ದಾರೆ. <box>74 747 358 820</box>
article7-headline: ಹೊಂಗನೂರು ಸರ್ಕಾರಿ ಶಾಲೆಯಲ್ಲಿ ಕನಕದಾಸರ ಜಯಂತಿ ಆಚರಣೆ <box>717 816 1189 841</box>
article3-headline: ನ. 24ರಿಂದ 27ರವರೆಗೆ ಶಿಕ್ಷಕರ ಕೋರಿಕೆ ವರ್ಗಾವಣೆಗಾಗಿ ಆನ್‌ಲೈನ್ ಕೌನ್ಸೆಲಿಂಗ್ <box>716 294 1190 375</box>
divider <box>72 1442 652 1443</box>
footer-rule <box>68 1950 1248 1951</box>
article10-headline: ಗುಂಡ್ಲುಪೇಟೆ : ಹಾಲಹಳ್ಳಿ ಸೇತುವೆ ಮೇಲೆ ಚಿರತೆ ಪ್ರತ್ಯಕ್ಷ <box>144 1448 580 1476</box>
divider <box>660 622 1246 623</box>
school-event-photo <box>812 864 1242 1050</box>
